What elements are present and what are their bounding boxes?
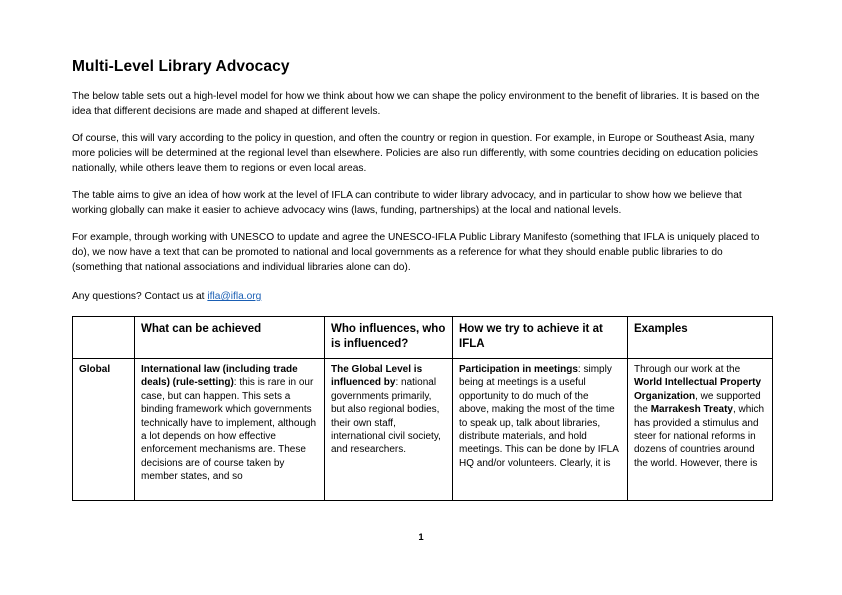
cell-plain-text: Through our work at the [634,364,741,375]
table-row [73,359,773,501]
contact-prefix: Any questions? Contact us at [72,291,208,302]
intro-paragraph-3: The table aims to give an idea of how work at the level of IFLA can contribute to wider library advocacy, and in particular to show how we believe that working globally can make it easier to achieve advocacy wins (laws, funding, partnerships) at the local and national levels. [72,190,742,216]
table-corner-header [73,317,135,359]
intro-paragraph-4: For example, through working with UNESCO to update and agree the UNESCO-IFLA Public Library Manifesto (something that IFLA is uniquely placed to do), we now have a text that can be promoted to national and local governments as a reference for what they should enable public libraries to do (something that national associations and individual libraries alone can do). [72,232,760,273]
cell-body-text: : national governments primarily, but also regional bodies, their own staff, international civil society, and researchers. [331,377,441,456]
cell-lead-text: Participation in meetings [459,364,578,375]
table-row-label-global: Global [73,359,135,501]
cell-body-text: : this is rare in our case, but can happen. This sets a binding framework which governments technically have to implement, although a lot depends on how effective enforcement mechanisms are. These decisions are of course taken by member states, and so [141,377,317,483]
advocacy-table [72,316,773,501]
table-cell-global-what-can-be-achieved [135,359,325,501]
table-header-what-can-be-achieved: What can be achieved [135,317,325,359]
contact-email-link[interactable]: ifla@ifla.org [207,291,262,302]
cell-lead-text: The Global Level is influenced by [331,364,423,389]
table-cell-global-how-we-try [453,359,628,501]
cell-lead-text: International law (including trade deals) (rule-setting) [141,364,298,389]
table-header-who-influences: Who influences, who is influenced? [325,317,453,359]
contact-line [72,289,772,304]
cell-emphasis-text: Marrakesh Treaty [650,404,733,416]
table-cell-global-examples [628,359,773,501]
table-header-how-we-try: How we try to achieve it at IFLA [453,317,628,359]
cell-plain-text: , which has provided a stimulus and steer for national reforms in dozens of countries around the world. However, there is [634,404,765,469]
cell-emphasis-text: World Intellectual Property Organization [634,377,762,402]
page-number: 1 [418,532,424,543]
document-body [72,58,772,501]
page-title: Multi-Level Library Advocacy [72,58,290,75]
cell-body-text [634,363,766,470]
table-header-examples: Examples [628,317,773,359]
intro-paragraph-1: The below table sets out a high-level model for how we think about how we can shape the policy environment to the benefit of libraries. It is based on the idea that different decisions are made and shaped at different levels. [72,91,760,117]
cell-body-text: : simply being at meetings is a useful opportunity to do much of the above, making the most of the time to speak up, talk about libraries, distribute materials, and hold meetings. This can be done by IFLA HQ and/or volunteers. Clearly, it is [459,364,619,469]
table-header-row [73,317,773,359]
intro-paragraph-2: Of course, this will vary according to the policy in question, and often the country or region in question. For example, in Europe or Southeast Asia, many more policies will be determined at the regional level than elsewhere. Policies are also run differently, with some countries deciding on education policies nationally, while others leave them to regions or even local areas. [72,133,758,174]
cell-plain-text: , we supported the [634,390,761,416]
table-cell-global-who-influences [325,359,453,501]
